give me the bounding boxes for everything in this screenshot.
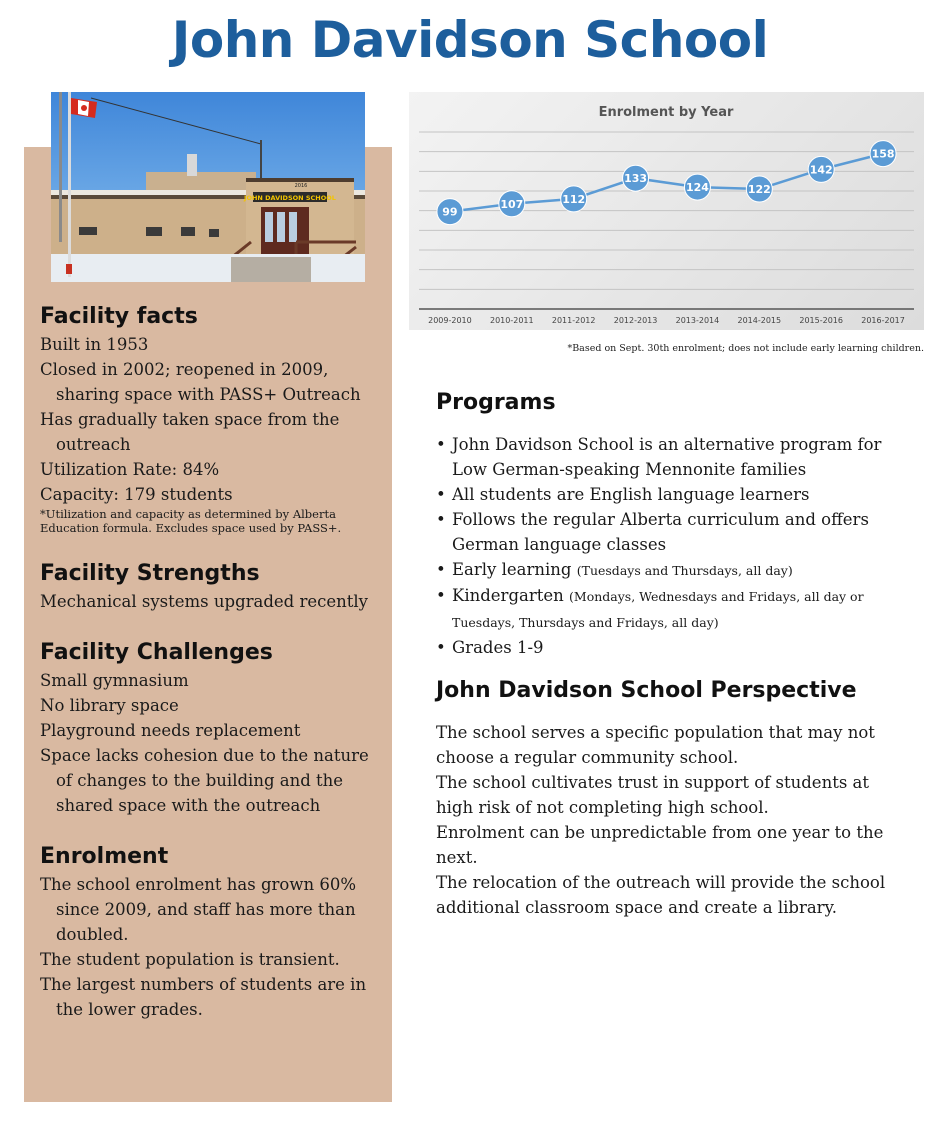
facility-challenge: Playground needs replacement (40, 721, 301, 740)
program-text: Grades 1-9 (452, 638, 544, 657)
enrolment-item: The largest numbers of students are in the lower grades. (40, 975, 367, 1019)
program-text: Follows the regular Alberta curriculum and offers German language classes (452, 510, 869, 554)
facility-strengths-section (40, 559, 385, 614)
programs-list (436, 432, 906, 660)
facility-challenge: Space lacks cohesion due to the nature of changes to the building and the shared space with the outreach (40, 746, 369, 815)
facility-fact: Has gradually taken space from the outreach (40, 410, 340, 454)
chart-footnote: *Based on Sept. 30th enrolment; does not include early learning children. (567, 343, 924, 354)
enrolment-chart (409, 92, 924, 330)
perspective-body (436, 720, 906, 920)
bullet-icon: • (436, 638, 446, 657)
chart-x-tick-label: 2014-2015 (737, 316, 782, 325)
facility-challenge: No library space (40, 696, 179, 715)
program-item (436, 635, 906, 660)
enrolment-item: The student population is transient. (40, 950, 340, 969)
perspective-heading: John Davidson School Perspective (436, 678, 857, 703)
program-text: John Davidson School is an alternative program for Low German-speaking Mennonite families (452, 435, 882, 479)
facility-facts-section (40, 302, 385, 535)
bullet-icon: • (436, 560, 446, 579)
program-detail: (Mondays, Wednesdays and Fridays, all day or Tuesdays, Thursdays and Fridays, all day) (452, 589, 864, 630)
chart-x-tick-label: 2009-2010 (428, 316, 472, 325)
chart-data-label: 142 (809, 163, 833, 177)
facility-challenges-section (40, 638, 385, 818)
chart-data-label: 124 (685, 181, 709, 195)
page-title: John Davidson School (171, 11, 769, 69)
chart-data-label: 133 (624, 172, 648, 186)
program-item (436, 507, 906, 557)
program-item (436, 432, 906, 482)
perspective-paragraph: The relocation of the outreach will provide the school additional classroom space and create a library. (436, 873, 886, 917)
enrolment-heading: Enrolment (40, 844, 169, 869)
school-sign-year: 2016 (294, 183, 308, 189)
facility-facts-heading: Facility facts (40, 304, 198, 329)
perspective-paragraph: Enrolment can be unpredictable from one year to the next. (436, 823, 884, 867)
programs-heading: Programs (436, 390, 556, 415)
program-text: Early learning (452, 560, 572, 579)
chart-data-label: 112 (562, 192, 586, 206)
facility-strength: Mechanical systems upgraded recently (40, 592, 369, 611)
chart-x-tick-label: 2012-2013 (613, 316, 658, 325)
chart-title: Enrolment by Year (598, 105, 734, 120)
sidebar-content (40, 302, 385, 1046)
program-text: Kindergarten (452, 586, 564, 605)
school-sign-text: JOHN DAVIDSON SCHOOL (244, 194, 336, 202)
chart-data-label: 158 (871, 147, 895, 161)
facility-strengths-heading: Facility Strengths (40, 561, 260, 586)
perspective-paragraph: The school serves a specific population that may not choose a regular community school. (436, 723, 875, 767)
bullet-icon: • (436, 586, 446, 605)
chart-x-tick-label: 2013-2014 (675, 316, 720, 325)
bullet-icon: • (436, 510, 446, 529)
facility-challenges-heading: Facility Challenges (40, 640, 273, 665)
chart-x-tick-label: 2016-2017 (861, 316, 905, 325)
program-item (436, 482, 906, 507)
enrolment-item: The school enrolment has grown 60% since 2009, and staff has more than doubled. (40, 875, 356, 944)
program-item (436, 557, 906, 583)
program-detail: (Tuesdays and Thursdays, all day) (576, 563, 793, 578)
chart-data-label: 107 (500, 197, 524, 211)
bullet-icon: • (436, 435, 446, 454)
enrolment-chart-svg (409, 92, 924, 330)
facility-fact: Utilization Rate: 84% (40, 460, 220, 479)
enrolment-section (40, 842, 385, 1022)
chart-data-label: 122 (747, 183, 771, 197)
bullet-icon: • (436, 485, 446, 504)
main-content (436, 386, 906, 920)
facility-fact: Capacity: 179 students (40, 485, 233, 504)
school-photo (51, 92, 365, 282)
program-text: All students are English language learners (452, 485, 810, 504)
facility-challenge: Small gymnasium (40, 671, 189, 690)
chart-data-label: 99 (442, 205, 458, 219)
facility-fact: Closed in 2002; reopened in 2009, sharing space with PASS+ Outreach (40, 360, 361, 404)
program-item (436, 583, 906, 635)
chart-x-tick-label: 2015-2016 (799, 316, 843, 325)
chart-x-tick-label: 2010-2011 (490, 316, 534, 325)
perspective-paragraph: The school cultivates trust in support of students at high risk of not completing high school. (436, 773, 870, 817)
facility-fact: Built in 1953 (40, 335, 149, 354)
chart-x-tick-label: 2011-2012 (551, 316, 596, 325)
facility-facts-note: *Utilization and capacity as determined by Alberta Education formula. Excludes space used by PASS+. (40, 507, 342, 535)
